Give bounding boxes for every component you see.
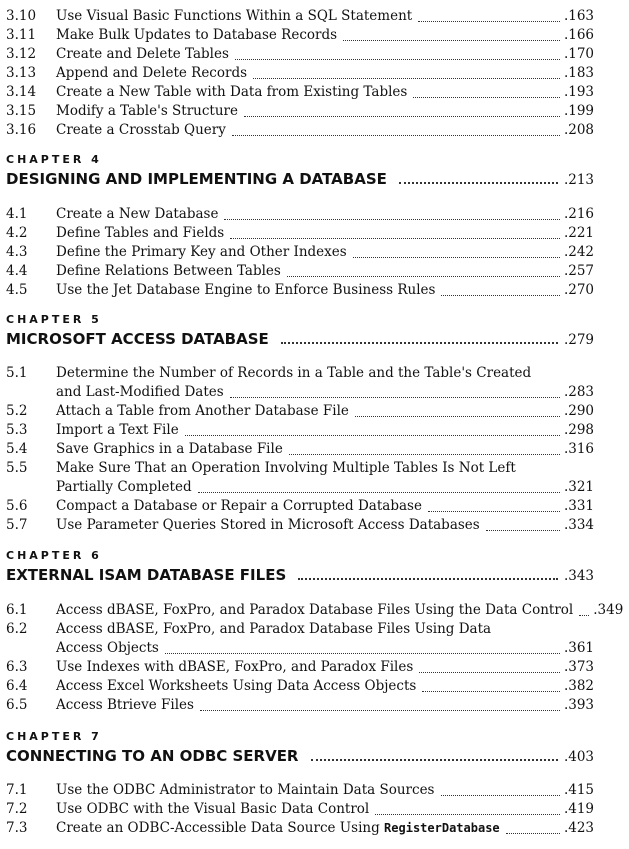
chapter-heading bbox=[6, 729, 600, 767]
section-title: Use ODBC with the Visual Basic Data Control bbox=[56, 801, 370, 817]
section-title-line: Make Sure That an Operation Involving Multiple Tables Is Not Left bbox=[56, 460, 516, 476]
section-number: 5.2 bbox=[6, 403, 28, 419]
dot-leader bbox=[185, 435, 560, 436]
section-title: Create an ODBC-Accessible Data Source Using bbox=[56, 820, 380, 836]
dot-leader bbox=[224, 219, 559, 220]
page-number: .415 bbox=[563, 782, 594, 798]
section-title: Save Graphics in a Database File bbox=[56, 441, 283, 457]
dot-leader bbox=[244, 116, 560, 117]
section-number: 5.4 bbox=[6, 441, 28, 457]
section-number: 3.14 bbox=[6, 84, 37, 100]
dot-leader bbox=[235, 59, 560, 60]
toc-entry bbox=[0, 696, 600, 715]
dot-leader bbox=[253, 78, 560, 79]
page-number: .316 bbox=[563, 441, 594, 457]
chapter-label: CHAPTER 7 bbox=[6, 730, 102, 743]
toc-entry bbox=[0, 45, 600, 64]
page-number: .166 bbox=[563, 27, 594, 43]
section-number: 6.1 bbox=[6, 602, 28, 618]
section-number: 4.3 bbox=[6, 244, 28, 260]
section-title: Use Visual Basic Functions Within a SQL Statement bbox=[56, 8, 413, 24]
section-title: Define Tables and Fields bbox=[56, 225, 225, 241]
page-number: .419 bbox=[563, 801, 594, 817]
chapter-page-number: .213 bbox=[563, 172, 594, 188]
dot-leader bbox=[486, 530, 560, 531]
dot-leader bbox=[413, 97, 560, 98]
dot-leader bbox=[422, 691, 560, 692]
page-number: .221 bbox=[563, 225, 594, 241]
toc-entry bbox=[0, 601, 624, 620]
section-title: Access Objects bbox=[56, 640, 159, 656]
toc-entry bbox=[0, 364, 600, 402]
dot-leader bbox=[298, 578, 558, 580]
chapter-page-number: .403 bbox=[563, 749, 594, 765]
page-number: .331 bbox=[563, 498, 594, 514]
section-title: Define the Primary Key and Other Indexes bbox=[56, 244, 347, 260]
dot-leader bbox=[165, 653, 560, 654]
section-title: Access Btrieve Files bbox=[56, 697, 194, 713]
dot-leader bbox=[311, 759, 558, 761]
toc-entry bbox=[0, 800, 600, 819]
section-number: 3.15 bbox=[6, 103, 37, 119]
page-number: .361 bbox=[563, 640, 594, 656]
section-number: 5.6 bbox=[6, 498, 28, 514]
dot-leader bbox=[419, 672, 560, 673]
section-title: Compact a Database or Repair a Corrupted Database bbox=[56, 498, 422, 514]
section-number: 7.1 bbox=[6, 782, 28, 798]
toc-entry bbox=[0, 224, 600, 243]
toc-entry bbox=[0, 459, 600, 497]
toc-entry bbox=[0, 497, 600, 516]
section-title: Create a Crosstab Query bbox=[56, 122, 226, 138]
section-number: 3.12 bbox=[6, 46, 37, 62]
chapter-title: MICROSOFT ACCESS DATABASE bbox=[6, 330, 269, 348]
section-number: 5.3 bbox=[6, 422, 28, 438]
page-number: .242 bbox=[563, 244, 594, 260]
section-title: Use the ODBC Administrator to Maintain Data Sources bbox=[56, 782, 435, 798]
chapter-title: CONNECTING TO AN ODBC SERVER bbox=[6, 747, 299, 765]
dot-leader bbox=[441, 295, 560, 296]
chapter-label: CHAPTER 6 bbox=[6, 549, 102, 562]
section-title: Create and Delete Tables bbox=[56, 46, 229, 62]
page-number: .216 bbox=[563, 206, 594, 222]
section-title: Create a New Table with Data from Existing Tables bbox=[56, 84, 408, 100]
section-title: Access Excel Worksheets Using Data Access Objects bbox=[56, 678, 417, 694]
dot-leader bbox=[281, 342, 558, 344]
dot-leader bbox=[399, 182, 558, 184]
section-title: Access dBASE, FoxPro, and Paradox Database Files Using the Data Control bbox=[56, 602, 574, 618]
toc-entry bbox=[0, 440, 600, 459]
dot-leader bbox=[289, 454, 560, 455]
section-number: 4.2 bbox=[6, 225, 28, 241]
toc-entry bbox=[0, 421, 600, 440]
page-number: .423 bbox=[563, 820, 594, 836]
chapter-heading bbox=[6, 548, 600, 586]
dot-leader bbox=[355, 416, 560, 417]
code-identifier: RegisterDatabase bbox=[384, 821, 500, 835]
page-number: .170 bbox=[563, 46, 594, 62]
section-number: 3.13 bbox=[6, 65, 37, 81]
chapter-label: CHAPTER 5 bbox=[6, 313, 102, 326]
page-number: .257 bbox=[563, 263, 594, 279]
page-number: .163 bbox=[563, 8, 594, 24]
dot-leader bbox=[506, 833, 560, 834]
toc-entry bbox=[0, 64, 600, 83]
section-number: 4.5 bbox=[6, 282, 28, 298]
chapter-heading bbox=[6, 152, 600, 190]
page-number: .349 bbox=[593, 602, 624, 618]
chapter-label: CHAPTER 4 bbox=[6, 153, 102, 166]
toc-entry bbox=[0, 262, 600, 281]
toc-entry bbox=[0, 402, 600, 421]
section-number: 6.4 bbox=[6, 678, 28, 694]
chapter-heading bbox=[6, 312, 600, 350]
dot-leader bbox=[232, 135, 560, 136]
section-number: 4.1 bbox=[6, 206, 28, 222]
dot-leader bbox=[343, 40, 560, 41]
dot-leader bbox=[428, 511, 560, 512]
dot-leader bbox=[230, 238, 560, 239]
toc-entry bbox=[0, 819, 600, 838]
toc-entry bbox=[0, 677, 600, 696]
toc-entry bbox=[0, 102, 600, 121]
section-title: Import a Text File bbox=[56, 422, 179, 438]
toc-entry bbox=[0, 658, 600, 677]
page-number: .270 bbox=[563, 282, 594, 298]
dot-leader bbox=[441, 795, 560, 796]
chapter-title: EXTERNAL ISAM DATABASE FILES bbox=[6, 566, 287, 584]
section-title: and Last-Modified Dates bbox=[56, 384, 224, 400]
section-number: 7.2 bbox=[6, 801, 28, 817]
page-number: .208 bbox=[563, 122, 594, 138]
toc-entry bbox=[0, 281, 600, 300]
section-title: Define Relations Between Tables bbox=[56, 263, 281, 279]
section-number: 5.1 bbox=[6, 365, 28, 381]
dot-leader bbox=[198, 492, 560, 493]
section-title-line: Determine the Number of Records in a Table and the Table's Created bbox=[56, 365, 532, 381]
section-title: Use the Jet Database Engine to Enforce Business Rules bbox=[56, 282, 436, 298]
section-title-line: Access dBASE, FoxPro, and Paradox Database Files Using Data bbox=[56, 621, 492, 637]
section-number: 5.5 bbox=[6, 460, 28, 476]
page-number: .283 bbox=[563, 384, 594, 400]
toc-entry bbox=[0, 781, 600, 800]
toc-entry bbox=[0, 620, 600, 658]
chapter-title: DESIGNING AND IMPLEMENTING A DATABASE bbox=[6, 170, 387, 188]
page-number: .373 bbox=[563, 659, 594, 675]
section-number: 5.7 bbox=[6, 517, 28, 533]
toc-entry bbox=[0, 121, 600, 140]
section-title: Use Indexes with dBASE, FoxPro, and Paradox Files bbox=[56, 659, 414, 675]
dot-leader bbox=[287, 276, 560, 277]
section-number: 7.3 bbox=[6, 820, 28, 836]
section-number: 6.5 bbox=[6, 697, 28, 713]
section-number: 6.3 bbox=[6, 659, 28, 675]
section-title: Modify a Table's Structure bbox=[56, 103, 238, 119]
section-number: 3.10 bbox=[6, 8, 37, 24]
toc-entry bbox=[0, 7, 600, 26]
section-title: Partially Completed bbox=[56, 479, 192, 495]
chapter-page-number: .279 bbox=[563, 332, 594, 348]
dot-leader bbox=[418, 21, 560, 22]
section-number: 3.16 bbox=[6, 122, 37, 138]
section-title: Attach a Table from Another Database File bbox=[56, 403, 349, 419]
dot-leader bbox=[200, 710, 560, 711]
page-number: .298 bbox=[563, 422, 594, 438]
section-number: 4.4 bbox=[6, 263, 28, 279]
dot-leader bbox=[230, 397, 560, 398]
section-number: 6.2 bbox=[6, 621, 28, 637]
dot-leader bbox=[579, 615, 589, 616]
page-number: .393 bbox=[563, 697, 594, 713]
page-number: .290 bbox=[563, 403, 594, 419]
section-title: Append and Delete Records bbox=[56, 65, 248, 81]
section-title: Use Parameter Queries Stored in Microsoft Access Databases bbox=[56, 517, 480, 533]
toc-entry bbox=[0, 516, 600, 535]
toc-entry bbox=[0, 243, 600, 262]
page-number: .193 bbox=[563, 84, 594, 100]
section-title: Create a New Database bbox=[56, 206, 219, 222]
dot-leader bbox=[375, 814, 560, 815]
toc-entry bbox=[0, 83, 600, 102]
page-number: .183 bbox=[563, 65, 594, 81]
page-number: .334 bbox=[563, 517, 594, 533]
page-number: .199 bbox=[563, 103, 594, 119]
section-title: Make Bulk Updates to Database Records bbox=[56, 27, 338, 43]
chapter-page-number: .343 bbox=[563, 568, 594, 584]
section-number: 3.11 bbox=[6, 27, 37, 43]
page-number: .382 bbox=[563, 678, 594, 694]
dot-leader bbox=[353, 257, 560, 258]
page-number: .321 bbox=[563, 479, 594, 495]
toc-entry bbox=[0, 26, 600, 45]
toc-entry bbox=[0, 205, 600, 224]
